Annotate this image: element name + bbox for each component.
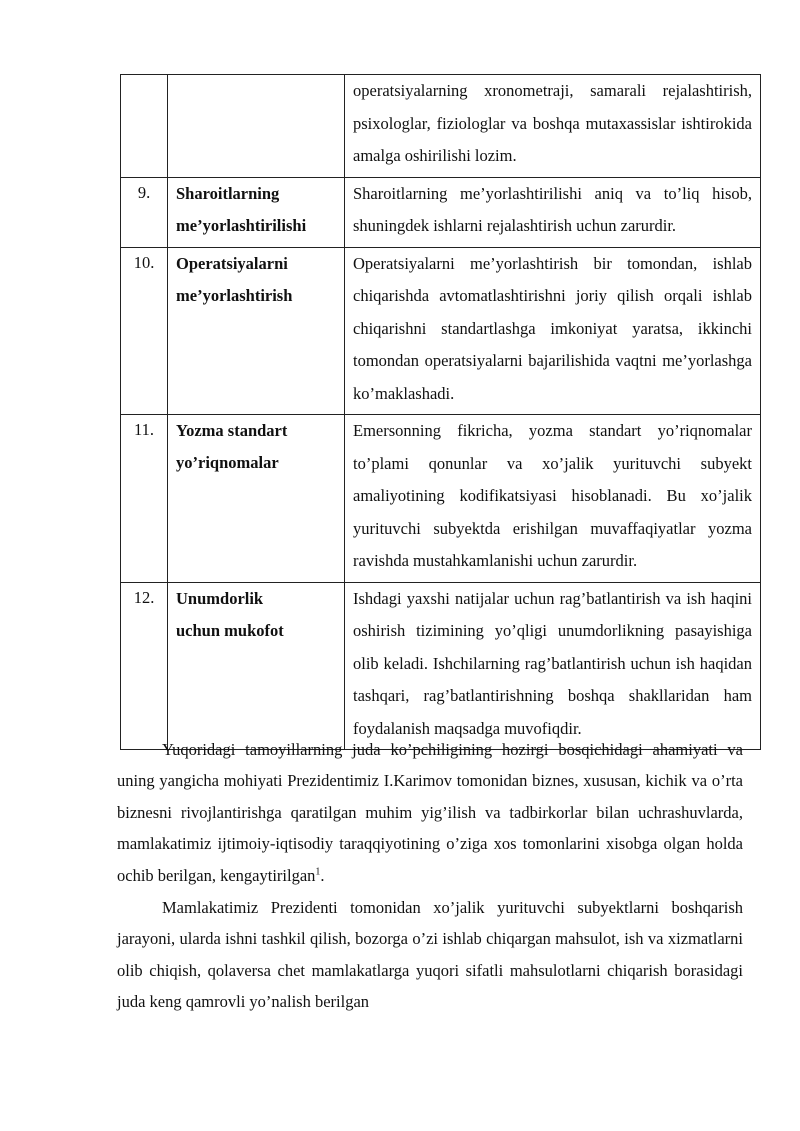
row-description: Operatsiyalarni me’yorlashtirish bir tomondan, ishlab chiqarishda avtomatlashtirishni joriy qilish orqali ishlab chiqarishni standartlashga imkoniyat yaratsa, ikkinchi tomondan operatsiyalarni bajarilishida vaqtni me’yorlashga ko’maklashadi. — [353, 253, 752, 403]
row-term-cell — [168, 177, 345, 247]
row-number: 11. — [121, 415, 168, 583]
table-row — [121, 415, 761, 583]
table-row — [121, 247, 761, 415]
table-row — [121, 582, 761, 750]
row-number: 9. — [121, 177, 168, 247]
row-term-line: Unumdorlik — [176, 588, 264, 608]
body-paragraph — [117, 734, 743, 891]
footnote-marker[interactable]: 1 — [315, 866, 321, 878]
row-description: Emersonning fikricha, yozma standart yo’riqnomalar to’plami qonunlar va xo’jalik yurituvchi subyekt amaliyotining kodifikatsiyasi hisoblanadi. Bu xo’jalik yurituvchi subyektda erishilgan muvaffaqiyatlar yozma ravishda mustahkamlanishi uchun zarurdir. — [353, 421, 752, 570]
row-description: Ishdagi yaxshi natijalar uchun rag’batlantirish va ish haqini oshirish tizimining yo’qligi unumdorlikning pasayishiga olib keladi. Ishchilarning rag’batlantirish uchun ish haqidan tashqari, rag’batlantirishning boshqa shakllaridan ham foydalanish maqsadga muvofiqdir. — [353, 588, 752, 738]
table-row — [121, 177, 761, 247]
paragraph-end: . — [320, 865, 325, 885]
row-term-line: Sharoitlarning — [176, 183, 280, 203]
row-number-cell — [121, 75, 168, 178]
row-term-cell — [168, 75, 345, 178]
row-description: Sharoitlarning me’yorlashtirilishi aniq va to’liq hisob, shuningdek ishlarni rejalashtirish uchun zarurdir. — [353, 183, 752, 235]
paragraph-text: Yuqoridagi tamoyillarning juda ko’pchiligining hozirgi bosqichidagi ahamiyati va uning yangicha mohiyati Prezidentimiz I.Karimov tomonidan biznes, xususan, kichik va o’rta biznesni rivojlantirishga qaratilgan muhim yig’ilish va tadbirkorlar bilan uchrashuvlarda, mamlakatimiz ijtimoiy-iqtisodiy taraqqiyotining o’ziga xos tomonlarini xisobga olgan holda ochib berilgan, kengaytirilgan — [117, 740, 743, 885]
row-description: operatsiyalarning xronometraji, samarali rejalashtirish, psixologlar, fiziologlar va boshqa mutaxassislar ishtirokida amalga oshirilishi lozim. — [353, 81, 752, 165]
row-description-cell — [345, 177, 761, 247]
paragraph-text: Mamlakatimiz Prezidenti tomonidan xo’jalik yurituvchi subyektlarni boshqarish jarayoni, ularda ishni tashkil qilish, bozorga o’zi ishlab chiqargan mahsulot, ish va xizmatlarni olib chiqish, qolaversa chet mamlakatlarga yuqori sifatli mahsulotlarni chiqarish borasidagi juda keng qamrovli yo’nalish berilgan — [117, 898, 743, 1012]
table-row — [121, 75, 761, 178]
row-term-line: me’yorlashtirilishi — [176, 215, 307, 235]
row-term-cell — [168, 415, 345, 583]
row-term-cell — [168, 247, 345, 415]
body-paragraph — [117, 892, 743, 1018]
row-term-line: me’yorlashtirish — [176, 285, 293, 305]
row-term-line: Operatsiyalarni — [176, 253, 288, 273]
row-description-cell — [345, 415, 761, 583]
row-description-cell — [345, 247, 761, 415]
row-term-line: yo’riqnomalar — [176, 453, 279, 472]
row-term-line: uchun mukofot — [176, 620, 284, 640]
row-description-cell — [345, 582, 761, 750]
row-number: 10. — [121, 247, 168, 415]
row-term-cell — [168, 582, 345, 750]
row-description-cell — [345, 75, 761, 178]
row-term-line: Yozma standart — [176, 421, 288, 440]
principles-table — [120, 74, 761, 750]
row-number: 12. — [121, 582, 168, 750]
